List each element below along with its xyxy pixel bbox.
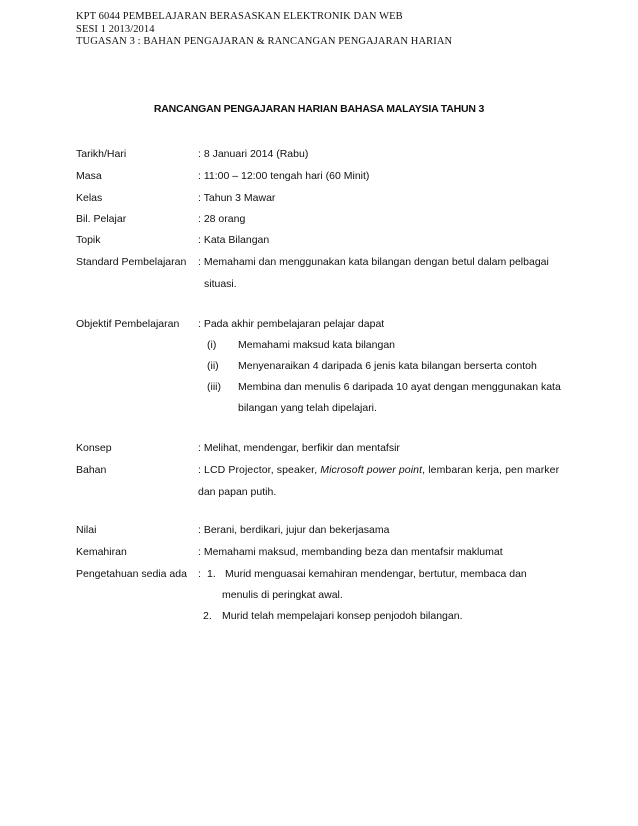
value-tarikh: : 8 Januari 2014 (Rabu) [198, 148, 309, 160]
label-kelas: Kelas [76, 192, 103, 204]
value-bahan [198, 464, 559, 476]
bahan-text-post: , lembaran kerja, pen marker [422, 464, 560, 476]
label-kemahiran: Kemahiran [76, 546, 127, 558]
objektif-item-3: Membina dan menulis 6 daripada 10 ayat dengan menggunakan kata [238, 381, 561, 393]
bahan-text-pre: : LCD Projector, speaker, [198, 464, 321, 476]
objektif-num-2: (ii) [207, 360, 219, 372]
pengetahuan-colon: : [198, 568, 201, 580]
page-title: RANCANGAN PENGAJARAN HARIAN BAHASA MALAYSIA TAHUN 3 [153, 103, 485, 115]
value-bahan-line2: dan papan putih. [198, 486, 277, 498]
label-topik: Topik [76, 234, 101, 246]
pengetahuan-num-2: 2. [203, 610, 212, 622]
label-bahan: Bahan [76, 464, 107, 476]
bahan-text-italic: Microsoft power point [320, 464, 423, 476]
objektif-num-3: (iii) [207, 381, 221, 393]
pengetahuan-item-1-cont: menulis di peringkat awal. [222, 589, 343, 601]
value-objektif-intro: : Pada akhir pembelajaran pelajar dapat [198, 318, 385, 330]
label-objektif: Objektif Pembelajaran [76, 318, 180, 330]
label-standard: Standard Pembelajaran [76, 256, 187, 268]
objektif-item-2: Menyenaraikan 4 daripada 6 jenis kata bilangan berserta contoh [238, 360, 537, 372]
pengetahuan-num-1: 1. [207, 568, 216, 580]
label-konsep: Konsep [76, 442, 112, 454]
objektif-item-3-cont: bilangan yang telah dipelajari. [238, 402, 377, 414]
value-kemahiran: : Memahami maksud, membanding beza dan mentafsir maklumat [198, 546, 503, 558]
value-standard-line2: situasi. [204, 278, 237, 290]
header-course: KPT 6044 PEMBELAJARAN BERASASKAN ELEKTRONIK DAN WEB [76, 11, 403, 22]
value-standard-line1: : Memahami dan menggunakan kata bilangan dengan betul dalam pelbagai [198, 256, 549, 268]
label-masa: Masa [76, 170, 102, 182]
pengetahuan-item-2: Murid telah mempelajari konsep penjodoh bilangan. [222, 610, 463, 622]
label-bil-pelajar: Bil. Pelajar [76, 213, 127, 225]
value-masa: : 11:00 – 12:00 tengah hari (60 Minit) [198, 170, 370, 182]
header-session: SESI 1 2013/2014 [76, 23, 155, 35]
document-header [76, 11, 452, 49]
value-topik: : Kata Bilangan [198, 234, 270, 246]
objektif-num-1: (i) [207, 339, 217, 351]
objektif-item-1: Memahami maksud kata bilangan [238, 339, 395, 351]
label-pengetahuan: Pengetahuan sedia ada [76, 568, 187, 580]
header-assignment: TUGASAN 3 : BAHAN PENGAJARAN & RANCANGAN PENGAJARAN HARIAN [76, 36, 453, 47]
pengetahuan-item-1: Murid menguasai kemahiran mendengar, bertutur, membaca dan [225, 568, 527, 580]
label-tarikh: Tarikh/Hari [76, 148, 127, 160]
value-nilai: : Berani, berdikari, jujur dan bekerjasama [198, 524, 390, 536]
value-konsep: : Melihat, mendengar, berfikir dan mentafsir [198, 442, 400, 454]
value-kelas: : Tahun 3 Mawar [198, 192, 276, 204]
value-bil-pelajar: : 28 orang [198, 213, 246, 225]
label-nilai: Nilai [76, 524, 97, 536]
